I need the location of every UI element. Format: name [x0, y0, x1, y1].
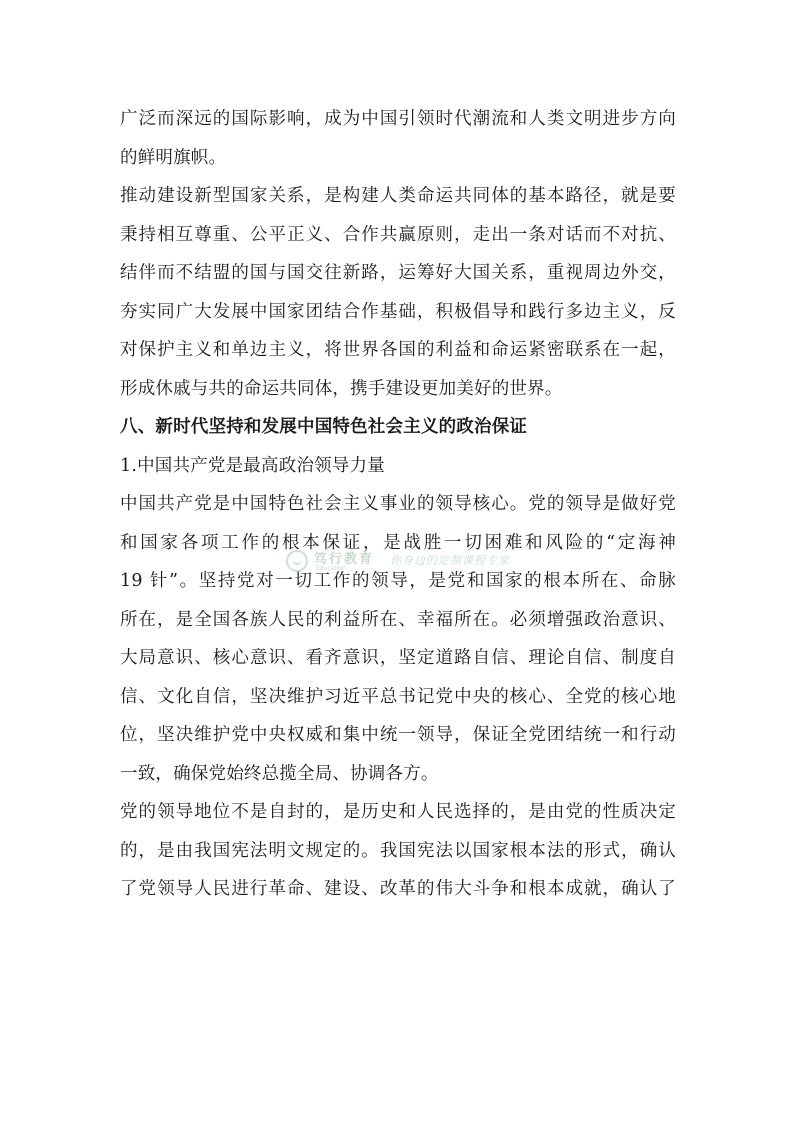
paragraph-line: 了党领导人民进行革命、建设、改革的伟大斗争和根本成就，确认了: [120, 879, 676, 899]
paragraph-line: 推动建设新型国家关系，是构建人类命运共同体的基本路径，就是要: [120, 186, 676, 206]
paragraph-line: 对保护主义和单边主义，将世界各国的利益和命运紧密联系在一起，: [120, 340, 676, 360]
paragraph-line: 的，是由我国宪法明文规定的。我国宪法以国家根本法的形式，确认: [120, 840, 676, 861]
watermark-slogan: 你身边的定制课程专家: [390, 554, 510, 567]
paragraph-line: 形成休戚与共的命运共同体，携手建设更加美好的世界。: [120, 378, 563, 399]
paragraph-line: 的鲜明旗帜。: [120, 147, 227, 168]
watermark-brand: 笃行教育: [314, 552, 375, 567]
paragraph-line: 中国共产党是中国特色社会主义事业的领导核心。党的领导是做好党: [120, 494, 676, 514]
watermark-sub: Education: [316, 565, 346, 572]
paragraph-line: 位，坚决维护党中央权威和集中统一领导，保证全党团结统一和行动: [120, 725, 676, 745]
paragraph-line: 党的领导地位不是自封的，是历史和人民选择的，是由党的性质决定: [120, 802, 676, 822]
paragraph-line: 和国家各项工作的根本保证，是战胜一切困难和风险的“定海神: [120, 532, 676, 553]
paragraph-line: 信、文化自信，坚决维护习近平总书记党中央的核心、全党的核心地: [120, 686, 676, 707]
paragraph-line: 结伴而不结盟的国与国交往新路，运筹好大国关系，重视周边外交，: [120, 263, 676, 283]
subsection-title: 1.中国共产党是最高政治领导力量: [120, 455, 385, 476]
paragraph-line: 秉持相互尊重、公平正义、合作共赢原则，走出一条对话而不对抗、: [120, 224, 676, 245]
paragraph-line: 夯实同广大发展中国家团结合作基础，积极倡导和践行多边主义，反: [120, 301, 676, 322]
paragraph-line: 所在，是全国各族人民的利益所在、幸福所在。必须增强政治意识、: [120, 609, 676, 630]
paragraph-line: 大局意识、核心意识、看齐意识，坚定道路自信、理论自信、制度自: [120, 648, 676, 668]
document-body: [120, 100, 676, 909]
paragraph-line: 一致，确保党始终总揽全局、协调各方。: [120, 763, 439, 784]
section-heading: 八、新时代坚持和发展中国特色社会主义的政治保证: [120, 417, 528, 437]
paragraph-line: 19 针”。坚持党对一切工作的领导，是党和国家的根本所在、命脉: [120, 571, 676, 591]
paragraph-line: 广泛而深远的国际影响，成为中国引领时代潮流和人类文明进步方向: [120, 109, 676, 129]
